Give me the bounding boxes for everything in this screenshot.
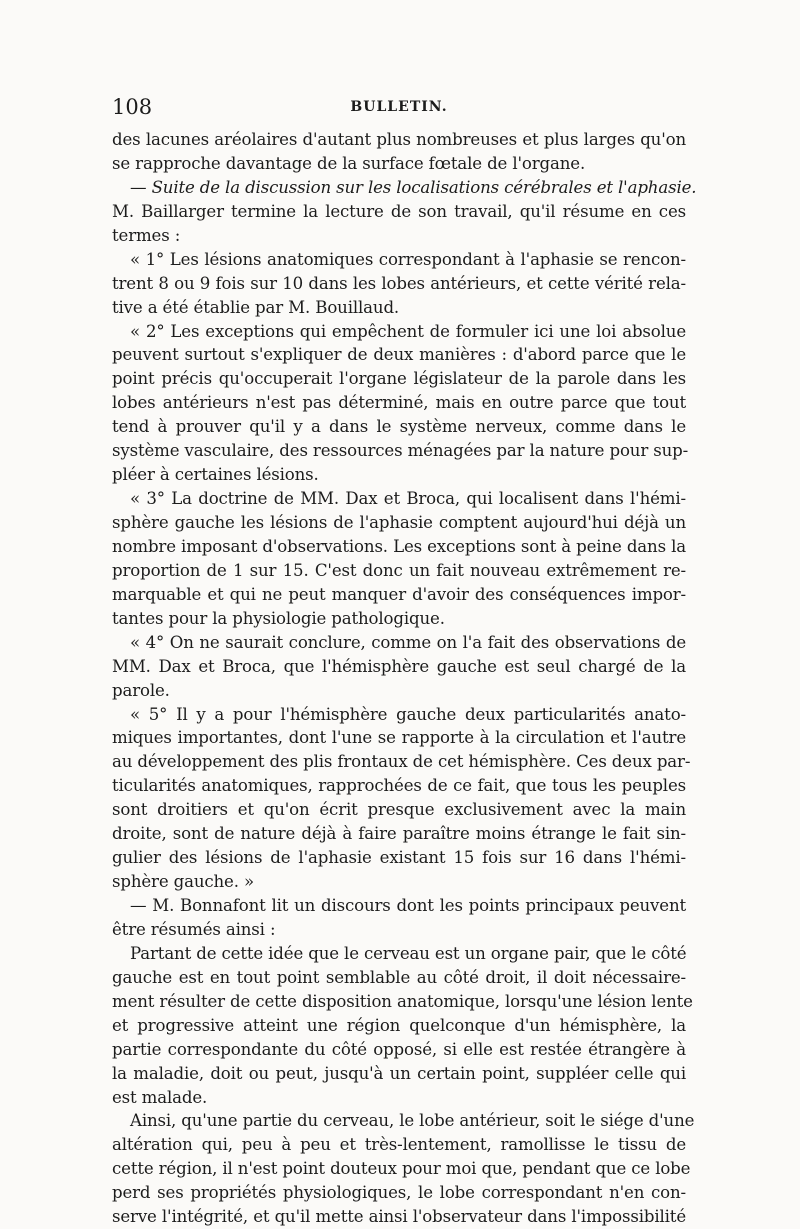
text-line: Ainsi, qu'une partie du cerveau, le lobe antérieur, soit le siége d'une (130, 1111, 695, 1131)
text-line: « 1° Les lésions anatomiques correspondant à l'aphasie se rencon- (130, 249, 686, 269)
text-line: système vasculaire, des ressources ménagées par la nature pour sup- (112, 441, 689, 461)
text-line: trent 8 ou 9 fois sur 10 dans les lobes antérieurs, et cette vérité rela- (112, 273, 686, 293)
text-line: M. Baillarger termine la lecture de son travail, qu'il résume en ces (112, 201, 686, 221)
body-text (112, 128, 697, 1229)
text-line: partie correspondante du côté opposé, si elle est restée étrangère à (112, 1039, 686, 1059)
text-line: peuvent surtout s'expliquer de deux manières : d'abord parce que le (112, 345, 686, 365)
text-line: marquable et qui ne peut manquer d'avoir des conséquences impor- (112, 584, 686, 604)
text-line: être résumés ainsi : (112, 919, 276, 939)
text-line: sphère gauche les lésions de l'aphasie comptent aujourd'hui déjà un (112, 513, 686, 532)
text-line: sphère gauche. » (112, 872, 254, 892)
text-line: tend à prouver qu'il y a dans le système nerveux, comme dans le (112, 417, 686, 437)
text-line: ticularités anatomiques, rapprochées de ce fait, que tous les peuples (112, 776, 686, 796)
text-line: « 4° On ne saurait conclure, comme on l'a fait des observations de (130, 632, 686, 652)
text-line: MM. Dax et Broca, que l'hémisphère gauche est seul chargé de la (112, 656, 686, 676)
text-line: termes : (112, 225, 181, 245)
text-line: des lacunes aréolaires d'autant plus nombreuses et plus larges qu'on (112, 130, 686, 149)
text-line: pléer à certaines lésions. (112, 465, 319, 485)
text-line: sont droitiers et qu'on écrit presque exclusivement avec la main (112, 800, 686, 820)
text-line: perd ses propriétés physiologiques, le lobe correspondant n'en con- (112, 1183, 686, 1203)
text-line: lobes antérieurs n'est pas déterminé, mais en outre parce que tout (112, 393, 686, 413)
text-line: se rapproche davantage de la surface fœtale de l'organe. (112, 153, 586, 173)
text-line: serve l'intégrité, et qu'il mette ainsi l'observateur dans l'impossibilité (112, 1207, 686, 1227)
text-line: « 3° La doctrine de MM. Dax et Broca, qui localisent dans l'hémi- (130, 489, 686, 509)
text-line: gauche est en tout point semblable au côté droit, il doit nécessaire- (112, 967, 686, 987)
text-line: Partant de cette idée que le cerveau est un organe pair, que le côté (130, 943, 687, 963)
text-line: — M. Bonnafont lit un discours dont les points principaux peuvent (130, 896, 686, 915)
text-line: « 5° Il y a pour l'hémisphère gauche deux particularités anato- (130, 704, 686, 724)
text-line: tive a été établie par M. Bouillaud. (112, 297, 400, 317)
text-line: la maladie, doit ou peut, jusqu'à un certain point, suppléer celle qui (112, 1063, 686, 1083)
text-line: proportion de 1 sur 15. C'est donc un fait nouveau extrêmement re- (112, 560, 686, 580)
text-line: altération qui, peu à peu et très-lentement, ramollisse le tissu de (112, 1135, 686, 1155)
text-line: et progressive atteint une région quelconque d'un hémisphère, la (112, 1015, 686, 1035)
section-heading: — Suite de la discussion sur les localisations cérébrales et l'aphasie. (130, 177, 697, 197)
text-line: « 2° Les exceptions qui empêchent de formuler ici une loi absolue (130, 321, 686, 341)
text-line: gulier des lésions de l'aphasie existant 15 fois sur 16 dans l'hémi- (112, 848, 686, 868)
text-line: cette région, il n'est point douteux pour moi que, pendant que ce lobe (112, 1159, 691, 1179)
text-line: nombre imposant d'observations. Les exceptions sont à peine dans la (112, 536, 686, 556)
text-line: parole. (112, 680, 170, 700)
text-line: ment résulter de cette disposition anatomique, lorsqu'une lésion lente (112, 991, 693, 1011)
page-header (112, 95, 686, 125)
text-line: droite, sont de nature déjà à faire paraître moins étrange le fait sin- (112, 824, 686, 844)
running-title: BULLETIN. (350, 99, 448, 115)
text-line: miques importantes, dont l'une se rapporte à la circulation et l'autre (112, 728, 686, 748)
page-number: 108 (112, 95, 153, 119)
text-line: point précis qu'occuperait l'organe législateur de la parole dans les (112, 369, 686, 389)
text-line: est malade. (112, 1087, 208, 1107)
text-line: tantes pour la physiologie pathologique. (112, 608, 445, 628)
text-line: au développement des plis frontaux de cet hémisphère. Ces deux par- (112, 752, 691, 772)
